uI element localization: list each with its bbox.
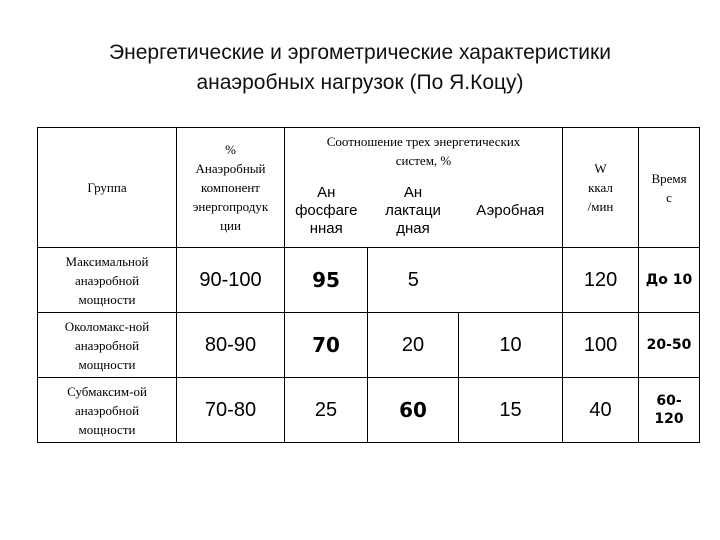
header-time: Время с bbox=[639, 128, 700, 248]
header-row-1 bbox=[38, 128, 700, 176]
row-time: 20-50 bbox=[639, 313, 700, 378]
row-lactate: 5 bbox=[368, 248, 459, 313]
row-aerobic: 15 bbox=[459, 378, 563, 443]
header-aerobic: Аэробная bbox=[459, 176, 563, 248]
table-row bbox=[38, 378, 700, 443]
row-power: 120 bbox=[563, 248, 639, 313]
header-power: W ккал /мин bbox=[563, 128, 639, 248]
characteristics-table bbox=[37, 127, 700, 443]
title-line-1: Энергетические и эргометрические характеристики bbox=[109, 41, 611, 64]
row-group: Околомакс-ной анаэробной мощности bbox=[38, 313, 177, 378]
header-group: Группа bbox=[38, 128, 177, 248]
row-phosphagen: 70 bbox=[285, 313, 368, 378]
row-anaerobic: 70-80 bbox=[177, 378, 285, 443]
row-power: 100 bbox=[563, 313, 639, 378]
table-row bbox=[38, 248, 700, 313]
row-lactate: 20 bbox=[368, 313, 459, 378]
row-aerobic bbox=[459, 248, 563, 313]
row-time: 60- 120 bbox=[639, 378, 700, 443]
header-anaerobic-component: % Анаэробный компонент энергопродук ции bbox=[177, 128, 285, 248]
header-lactate: Ан лактаци дная bbox=[368, 176, 459, 248]
table-row bbox=[38, 313, 700, 378]
row-anaerobic: 90-100 bbox=[177, 248, 285, 313]
row-aerobic: 10 bbox=[459, 313, 563, 378]
row-anaerobic: 80-90 bbox=[177, 313, 285, 378]
row-time: До 10 bbox=[639, 248, 700, 313]
row-power: 40 bbox=[563, 378, 639, 443]
row-phosphagen: 25 bbox=[285, 378, 368, 443]
row-group: Субмаксим-ой анаэробной мощности bbox=[38, 378, 177, 443]
row-group: Максимальной анаэробной мощности bbox=[38, 248, 177, 313]
title-line-2: анаэробных нагрузок (По Я.Коцу) bbox=[196, 71, 524, 94]
row-phosphagen: 95 bbox=[285, 248, 368, 313]
slide-title bbox=[0, 38, 720, 98]
header-energy-systems: Соотношение трех энергетических систем, % bbox=[285, 128, 563, 176]
row-lactate: 60 bbox=[368, 378, 459, 443]
header-phosphagen: Ан фосфаге нная bbox=[285, 176, 368, 248]
